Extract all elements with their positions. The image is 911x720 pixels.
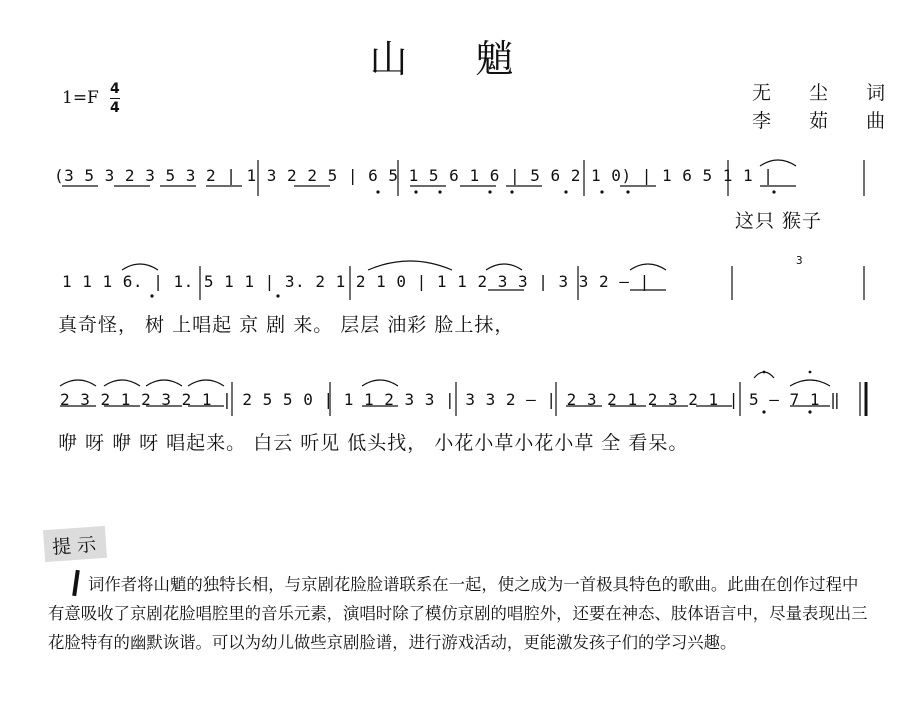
time-signature-top: 4 xyxy=(110,81,120,97)
slur xyxy=(188,380,224,386)
slur xyxy=(486,264,522,270)
grace-note: 3 xyxy=(796,254,803,267)
lyrics-system-2: 真奇怪， 树 上唱起 京 剧 来。 层层 油彩 脸上抹， xyxy=(58,314,515,336)
slur xyxy=(362,380,398,386)
notation-system-2: 1 1 1 6. | 1. 5 1 1 | 3. 2 1 2 1 0 | 1 1 2 3 3 | 3 3 2 – | xyxy=(62,272,650,291)
slur xyxy=(790,380,830,386)
time-signature-bottom: 4 xyxy=(110,100,120,116)
composer-credit: 李 茹 曲 xyxy=(752,110,902,132)
key-signature: 1=F xyxy=(62,88,99,108)
tip-label: 提示 xyxy=(51,533,103,559)
lyricist-credit: 无 尘 词 xyxy=(752,82,902,104)
lyrics-system-3: 咿 呀 咿 呀 唱起来。 白云 听见 低头找， 小花小草小花小草 全 看呆。 xyxy=(58,432,689,454)
song-title: 山 魈 xyxy=(369,37,542,81)
tip-text: 词作者将山魈的独特长相，与京剧花脸脸谱联系在一起，使之成为一首极具特色的歌曲。此曲在创作过程中有意吸收了京剧花脸唱腔里的音乐元素，演唱时除了模仿京剧的唱腔外，还要在神态、肢体语言中，尽量表现出三花脸特有的幽默诙谐。可以为幼儿做些京剧脸谱，进行游戏活动，更能激发孩子们的学习兴趣。 xyxy=(48,575,868,652)
slur xyxy=(630,264,666,270)
slur xyxy=(60,380,96,386)
slur xyxy=(146,380,182,386)
notation-system-1: (3 5 3 2 3 5 3 2 | 1 3 2 2 5 | 6 5 1 5 6 1 6 | 5 6 2 1 0) | 1 6 5 1 1 | xyxy=(54,166,774,185)
notation-system-3: 2 3 2 1 2 3 2 1 | 2 5 5 0 | 1 1 2 3 3 | 3 3 2 – | 2 3 2 1 2 3 2 1 | 5 – 7 1 ‖ xyxy=(60,390,841,409)
slur xyxy=(368,261,452,270)
slur xyxy=(122,264,158,270)
lyrics-system-1: 这只 猴子 xyxy=(735,210,823,232)
slur xyxy=(104,380,140,386)
